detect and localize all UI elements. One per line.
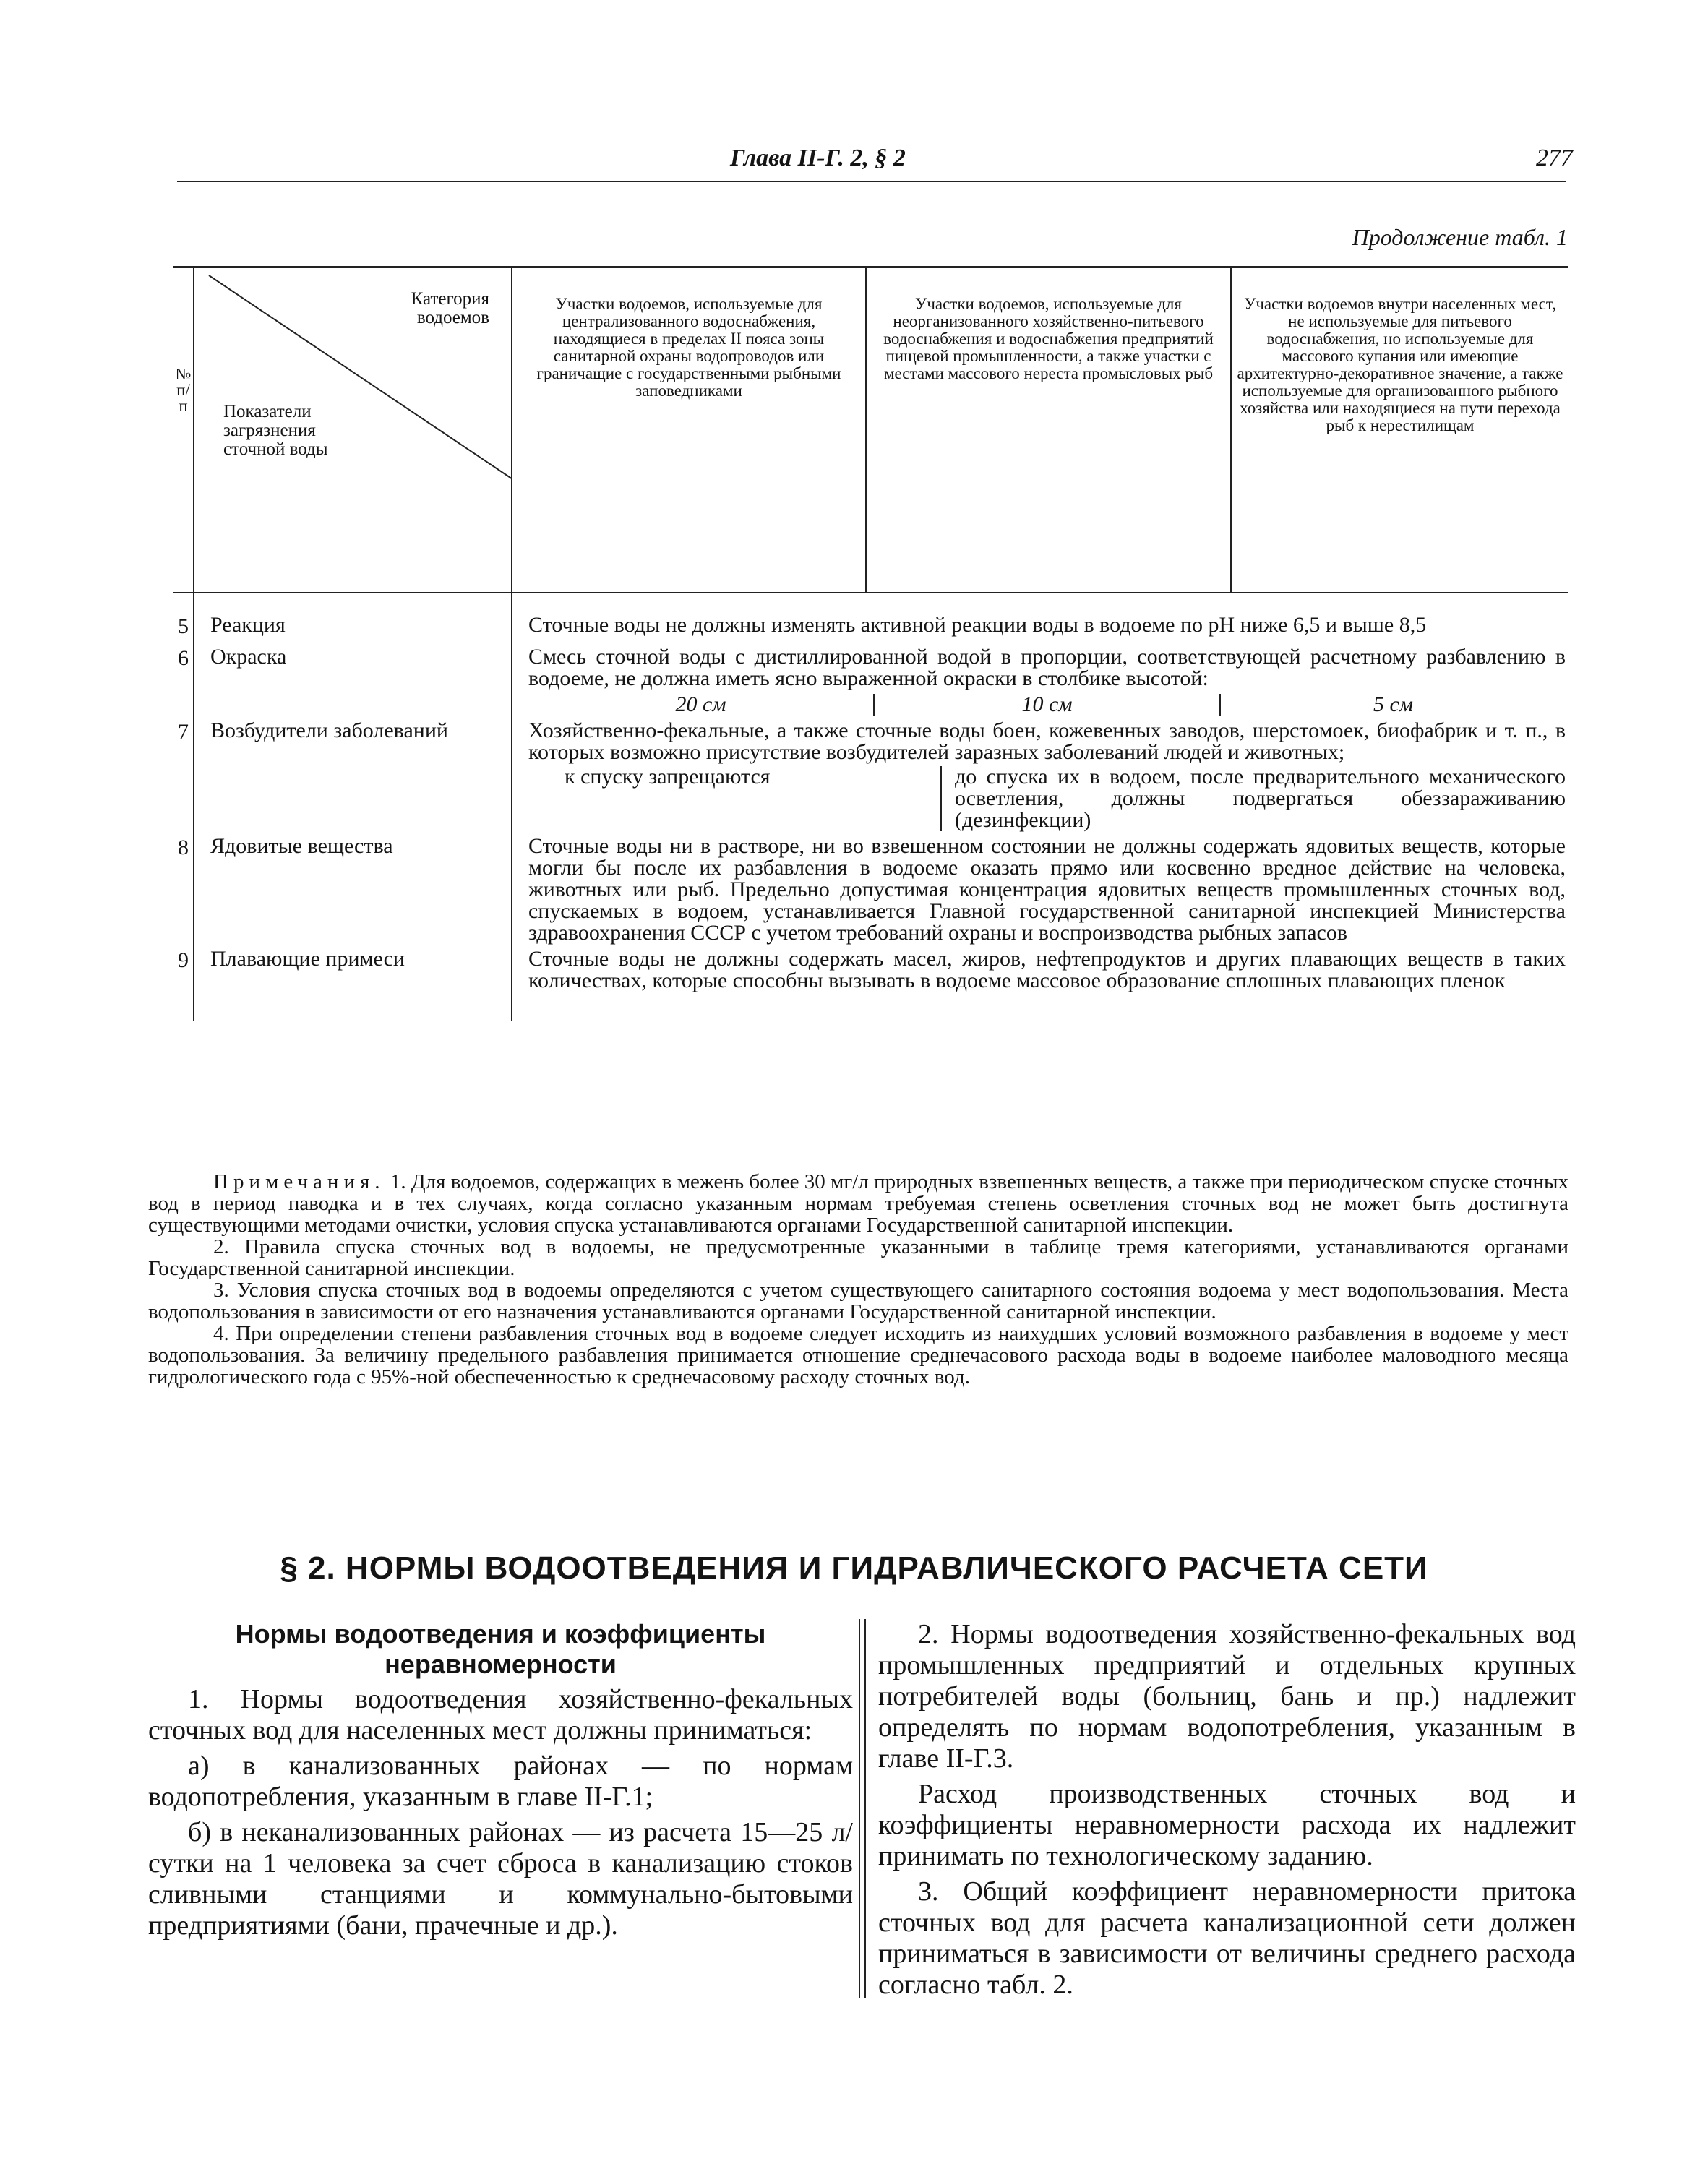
column-divider bbox=[859, 1619, 866, 1998]
page-number: 277 bbox=[1536, 145, 1573, 171]
row-number: 7 bbox=[178, 720, 189, 744]
row-requirement: Хозяйственно-фекальные, а также сточные воды боен, кожевенных заводов, шерстомоек, биофабрик и т. п., в которых возможно присутствие возбудителей заразных заболеваний людей и животных; bbox=[528, 718, 1566, 764]
table-row bbox=[173, 614, 1568, 639]
section-title: § 2. НОРМЫ ВОДООТВЕДЕНИЯ И ГИДРАВЛИЧЕСКОГО РАСЧЕТА СЕТИ bbox=[280, 1550, 1428, 1586]
row-parameter: Возбудители заболеваний bbox=[194, 716, 512, 831]
row-requirement: Сточные воды ни в растворе, ни во взвешенном состоянии не должны содержать ядовитых веществ, которые могли бы после их разбавления в водоеме оказать прямо или косвенно вредное действие на человека, животных или рыб. Предельно допустимая концентрация ядовитых веществ промышленных сточных вод, спускаемых в водоем, устанавливается Главной государственной санитарной инспекцией Министерства здравоохранения СССР с учетом требований охраны и воспроизводства рыбных запасов bbox=[512, 831, 1568, 944]
header-col-1: Участки водоемов, используемые для централизованного водоснабжения, находящиеся в пределах II пояса зоны санитарной охраны водопроводов или граничащие с государственными рыбными заповедниками bbox=[512, 267, 866, 593]
header-indicators: Показатели загрязнения сточной воды bbox=[223, 402, 328, 459]
paragraph: а) в канализованных районах — по нормам водопотребления, указанным в главе II-Г.1; bbox=[148, 1751, 853, 1812]
left-column bbox=[148, 1619, 853, 1946]
row-parameter: Ядовитые вещества bbox=[194, 831, 512, 944]
table-row bbox=[173, 639, 1568, 716]
header-rule bbox=[177, 181, 1566, 182]
table-row bbox=[173, 831, 1568, 944]
note-2: 2. Правила спуска сточных вод в водоемы, не предусмотренные указанными в таблице тремя категориями, устанавливаются органами Государственной санитарной инспекции. bbox=[148, 1235, 1568, 1280]
row-number: 6 bbox=[178, 646, 189, 670]
table-row bbox=[173, 716, 1568, 831]
note-1: 1. Для водоемов, содержащих в межень более 30 мг/л природных взвешенных веществ, а также при периодическом спуске сточных вод в период паводка и в тех случаях, когда согласно указанным нормам требуемая степень осветления сточных вод не может быть достигнута существующими методами очистки, условия спуска устанавливаются органами Государственной санитарной инспекции. bbox=[148, 1170, 1569, 1237]
right-column bbox=[878, 1619, 1576, 2005]
note-4: 4. При определении степени разбавления сточных вод в водоеме следует исходить из наихудших условий возможного разбавления в водоеме у мест водопользования. За величину предельного разбавления принимается отношение среднечасового расхода воды в водоеме наиболее маловодного месяца гидрологического года с 95%-ной обеспеченностью к среднечасовому расходу сточных вод. bbox=[148, 1322, 1568, 1388]
table-header-row bbox=[173, 267, 1568, 593]
row-parameter: Реакция bbox=[194, 614, 512, 639]
pollution-norms-table bbox=[173, 266, 1568, 1021]
row-parameter: Плавающие примеси bbox=[194, 944, 512, 1021]
table-continuation-label: Продолжение табл. 1 bbox=[1352, 224, 1568, 250]
header-col-3: Участки водоемов внутри населенных мест, не используемые для питьевого водоснабжения, но используемые для массового купания или имеющие архитектурно-декоративное значение, а также используемые для организованного рыбного хозяйства или находящиеся на пути перехода рыб к нерестилищам bbox=[1231, 267, 1568, 593]
discharge-prohibited: к спуску запрещаются bbox=[565, 765, 771, 789]
column-heights bbox=[528, 694, 1566, 716]
row-requirement: Сточные воды не должны изменять активной реакции воды в водоеме по pH ниже 6,5 и выше 8,5 bbox=[512, 614, 1568, 639]
height-col-1: 20 см bbox=[675, 692, 726, 716]
header-num: № п/п bbox=[173, 267, 194, 593]
header-diagonal-cell bbox=[194, 267, 512, 593]
height-col-2: 10 см bbox=[873, 694, 1219, 716]
running-header: Глава II-Г. 2, § 2 bbox=[730, 145, 906, 171]
row-number: 9 bbox=[178, 948, 189, 972]
paragraph: 3. Общий коэффициент неравномерности притока сточных вод для расчета канализационной сети должен приниматься в зависимости от величины среднего расхода согласно табл. 2. bbox=[878, 1876, 1576, 2000]
row-number: 8 bbox=[178, 836, 189, 859]
paragraph: Расход производственных сточных вод и коэффициенты неравномерности расхода их надлежит принимать по технологическому заданию. bbox=[878, 1779, 1576, 1871]
note-3: 3. Условия спуска сточных вод в водоемы определяются с учетом существующего санитарного состояния водоема у мест водопользования. Места водопользования в зависимости от его назначения устанавливаются органами Государственной санитарной инспекции. bbox=[148, 1279, 1568, 1323]
paragraph: 2. Нормы водоотведения хозяйственно-фекальных вод промышленных предприятий и отдельных крупных потребителей воды (больниц, бань и пр.) надлежит определять по нормам водопотребления, указанным в главе II-Г.3. bbox=[878, 1619, 1576, 1774]
subheading: Нормы водоотведения и коэффициенты неравномерности bbox=[235, 1619, 766, 1679]
table-row bbox=[173, 944, 1568, 1021]
table-notes bbox=[148, 1171, 1568, 1388]
row-parameter: Окраска bbox=[194, 639, 512, 716]
header-col-2: Участки водоемов, используемые для неорганизованного хозяйственно-питьевого водоснабжения и водоснабжения предприятий пищевой промышленности, а также участки с местами массового нереста промысловых рыб bbox=[866, 267, 1231, 593]
row-requirement: Сточные воды не должны содержать масел, жиров, нефтепродуктов и других плавающих веществ в таких количествах, которые способны вызывать в водоеме массовое образование сплошных плавающих пленок bbox=[512, 944, 1568, 1021]
paragraph: 1. Нормы водоотведения хозяйственно-фекальных сточных вод для населенных мест должны приниматься: bbox=[148, 1684, 853, 1746]
paragraph: б) в неканализованных районах — из расчета 15—25 л/сутки на 1 человека за счет сброса в канализацию стоков сливными станциями и коммунально-бытовыми предприятиями (бани, прачечные и др.). bbox=[148, 1817, 853, 1941]
header-category: Категория водоемов bbox=[411, 289, 489, 327]
discharge-after-disinfection: до спуска их в водоем, после предварительного механического осветления, должны подвергаться обеззараживанию (дезинфекции) bbox=[940, 766, 1566, 831]
discharge-conditions bbox=[528, 766, 1566, 831]
notes-label: Примечания. bbox=[213, 1170, 385, 1193]
row-number: 5 bbox=[178, 614, 189, 638]
row-requirement: Смесь сточной воды с дистиллированной водой в пропорции, соответствующей расчетному разбавлению в водоеме, не должна иметь ясно выраженной окраски в столбике высотой: bbox=[528, 645, 1566, 690]
height-col-3: 5 см bbox=[1219, 694, 1566, 716]
